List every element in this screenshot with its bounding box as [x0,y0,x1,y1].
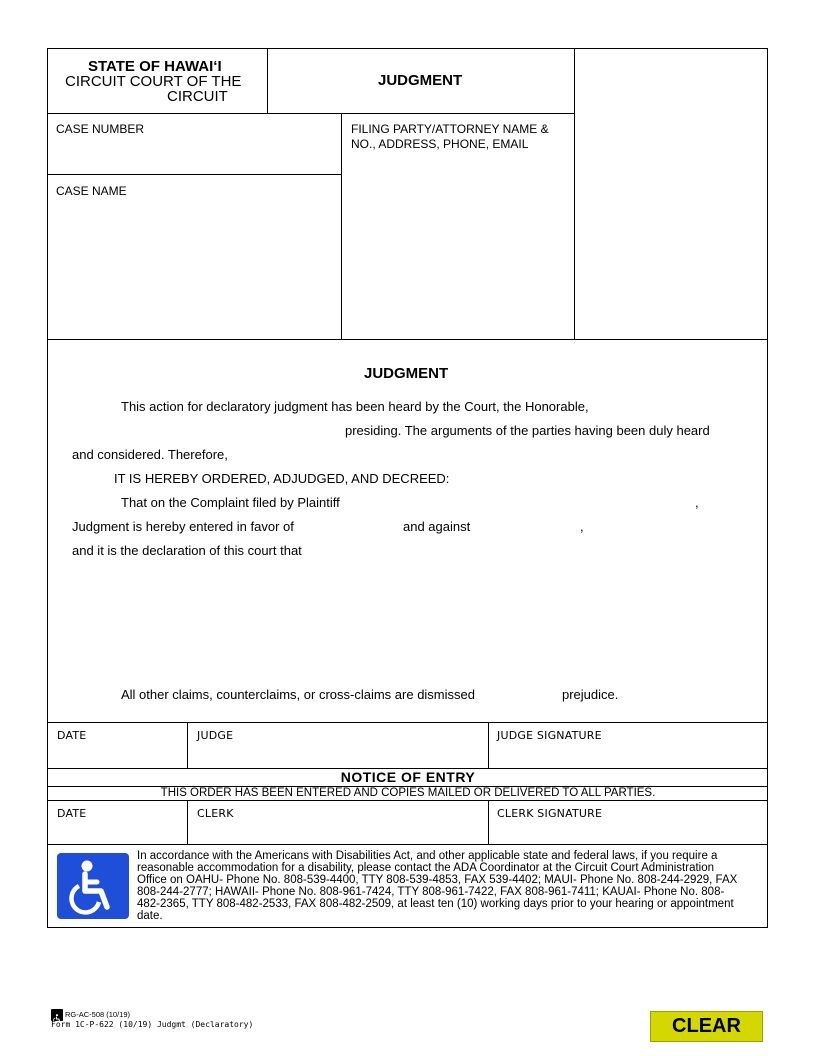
circuit-heading: CIRCUIT [167,88,228,105]
circuit-name-input[interactable] [60,90,164,108]
declaration-input[interactable] [72,562,756,676]
judge-label: JUDGE [197,729,234,742]
notice-title: NOTICE OF ENTRY [340,769,476,785]
form-code: RG-AC-508 (10/19) [65,1010,131,1019]
clerk-input[interactable] [196,822,486,842]
clear-button[interactable]: CLEAR [650,1011,763,1042]
body-against-label: and against [403,519,471,534]
notice-date-input[interactable] [56,822,186,842]
body-declaration-line: and it is the declaration of this court that [72,543,302,558]
plaintiff-comma: , [695,495,699,510]
case-name-input[interactable] [56,202,340,336]
case-name-label: CASE NAME [56,184,127,198]
court-stamp-area [578,52,763,335]
ada-notice-text: In accordance with the Americans with Disabilities Act, and other applicable state and federal laws, if you require a reasonable accommodation for a disability, please contact the ADA Coordinator at the Circuit Court Administration Office on OAHU- Phone No. 808-539-4400, TTY 808-539-4853, FAX 539-4402; MAUI- Phone No. 808-244-2929, FAX 808-244-2777; HAWAII- Phone No. 808-961-7424, TTY 808-961-7422, FAX 808-961-7411; KAUAI- Phone No. 808-482-2365, TTY 808-482-2533, FAX 808-482-2509, at least ten (10) working days prior to your hearing or appointment date. [137,850,738,922]
against-comma: , [580,519,584,534]
judge-signature-label: JUDGE SIGNATURE [497,729,602,742]
body-plaintiff-line: That on the Complaint filed by Plaintiff [121,495,340,510]
state-heading: STATE OF HAWAI‘I [88,58,222,75]
favor-of-input[interactable] [306,516,402,536]
clerk-signature-label: CLERK SIGNATURE [497,807,603,820]
filing-party-label-2: NO., ADDRESS, PHONE, EMAIL [351,137,529,151]
against-input[interactable] [478,516,580,536]
judge-signature-area[interactable] [494,745,762,765]
notice-subtitle: THIS ORDER HAS BEEN ENTERED AND COPIES MAILED OR DELIVERED TO ALL PARTIES. [160,787,656,799]
body-decree-line: IT IS HEREBY ORDERED, ADJUDGED, AND DECREED: [114,471,450,486]
body-prejudice-label: prejudice. [562,687,619,702]
filing-party-label: FILING PARTY/ATTORNEY NAME & [351,122,549,136]
form-name: Form 1C-P-622 (10/19) Judgmt (Declaratory) [51,1020,254,1029]
body-paragraph-3: and considered. Therefore, [72,447,228,462]
notice-date-label: DATE [57,807,87,820]
plaintiff-input[interactable] [356,492,694,512]
body-paragraph-2: presiding. The arguments of the parties having been duly heard [345,423,710,438]
judgment-date-input[interactable] [56,745,186,765]
body-paragraph-1: This action for declaratory judgment has been heard by the Court, the Honorable, [121,399,589,414]
court-heading: CIRCUIT COURT OF THE [65,73,242,90]
judge-name-input[interactable] [72,420,344,440]
clerk-label: CLERK [197,807,234,820]
prejudice-input[interactable] [490,684,560,704]
filing-party-input[interactable] [350,155,572,337]
date-label: DATE [57,729,87,742]
wheelchair-accessibility-icon [57,853,129,919]
judge-input[interactable] [196,745,486,765]
case-number-label: CASE NUMBER [56,122,145,136]
body-favor-line: Judgment is hereby entered in favor of [72,519,294,534]
document-title: JUDGMENT [378,72,463,89]
body-dismissal-line: All other claims, counterclaims, or cross-claims are dismissed [121,687,475,702]
clerk-signature-area[interactable] [494,822,762,842]
judgment-title: JUDGMENT [364,365,449,382]
case-number-input[interactable] [56,140,340,170]
